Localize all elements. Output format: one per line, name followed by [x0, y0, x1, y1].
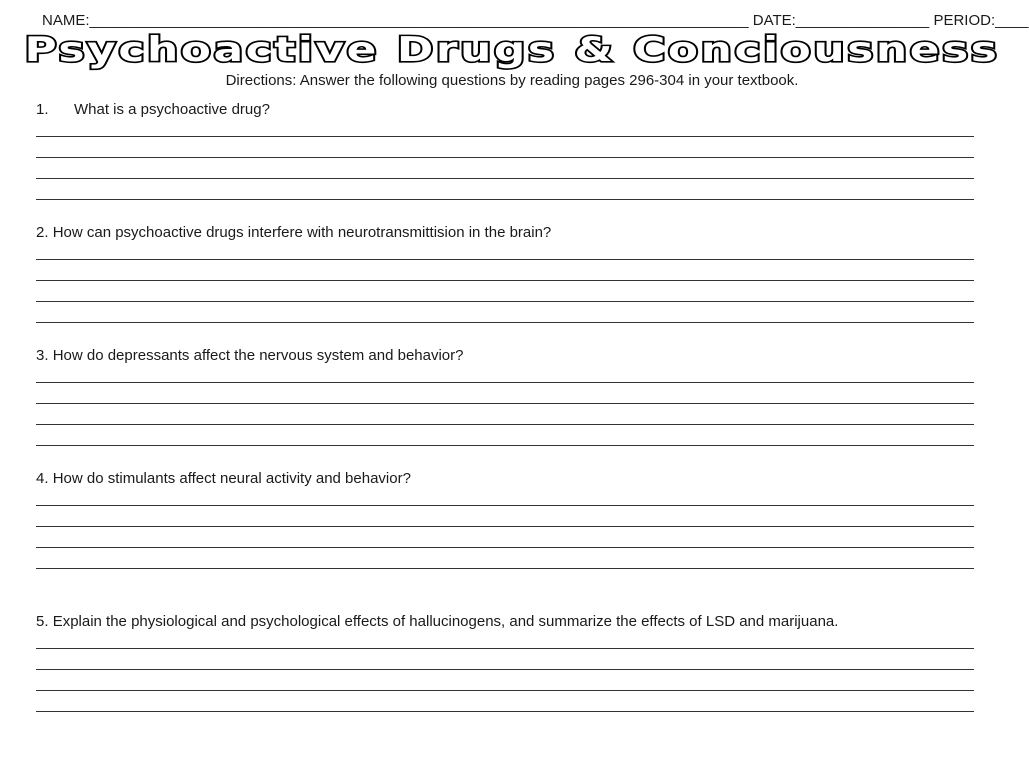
question-1-text: What is a psychoactive drug?	[74, 101, 270, 118]
answer-line[interactable]	[36, 648, 974, 649]
question-1	[36, 101, 270, 118]
period-blank[interactable]: ____	[995, 12, 1029, 29]
answer-line[interactable]	[36, 157, 974, 158]
question-3-text: How do depressants affect the nervous system and behavior?	[52, 347, 464, 364]
question-2-number: 2.	[36, 224, 49, 241]
answer-line[interactable]	[36, 301, 974, 302]
question-5	[36, 613, 838, 630]
question-3-number: 3.	[36, 347, 49, 364]
question-4	[36, 470, 411, 487]
answer-line[interactable]	[36, 424, 974, 425]
answer-line[interactable]	[36, 505, 974, 506]
answer-line[interactable]	[36, 547, 974, 548]
question-3	[36, 347, 463, 364]
answer-line[interactable]	[36, 445, 974, 446]
answer-line[interactable]	[36, 690, 974, 691]
page-title-text: Psychoactive Drugs & Conciousness	[24, 30, 1000, 70]
answer-line[interactable]	[36, 322, 974, 323]
date-blank[interactable]: ________________	[795, 12, 930, 29]
answer-line[interactable]	[36, 403, 974, 404]
period-label: PERIOD:	[933, 12, 996, 29]
answer-line[interactable]	[36, 136, 974, 137]
answer-line[interactable]	[36, 669, 974, 670]
question-1-number: 1.	[36, 101, 49, 118]
date-label: DATE:	[752, 12, 796, 29]
name-label: NAME:	[42, 12, 90, 29]
answer-line[interactable]	[36, 199, 974, 200]
question-4-text: How do stimulants affect neural activity and behavior?	[52, 470, 411, 487]
name-blank[interactable]: _______________________________________________________________________________	[89, 12, 749, 29]
answer-line[interactable]	[36, 568, 974, 569]
directions-text: Directions: Answer the following questions by reading pages 296-304 in your textbook.	[225, 72, 799, 89]
answer-line[interactable]	[36, 382, 974, 383]
page-title	[0, 30, 1024, 70]
question-5-number: 5.	[36, 613, 49, 630]
answer-line[interactable]	[36, 526, 974, 527]
question-4-number: 4.	[36, 470, 49, 487]
answer-line[interactable]	[36, 178, 974, 179]
question-2-text: How can psychoactive drugs interfere with neurotransmittision in the brain?	[52, 224, 552, 241]
answer-line[interactable]	[36, 280, 974, 281]
question-5-text: Explain the physiological and psychological effects of hallucinogens, and summarize the effects of LSD and marijuana.	[52, 613, 839, 630]
answer-line[interactable]	[36, 711, 974, 712]
question-2	[36, 224, 551, 241]
answer-line[interactable]	[36, 259, 974, 260]
header-row	[42, 12, 1029, 29]
